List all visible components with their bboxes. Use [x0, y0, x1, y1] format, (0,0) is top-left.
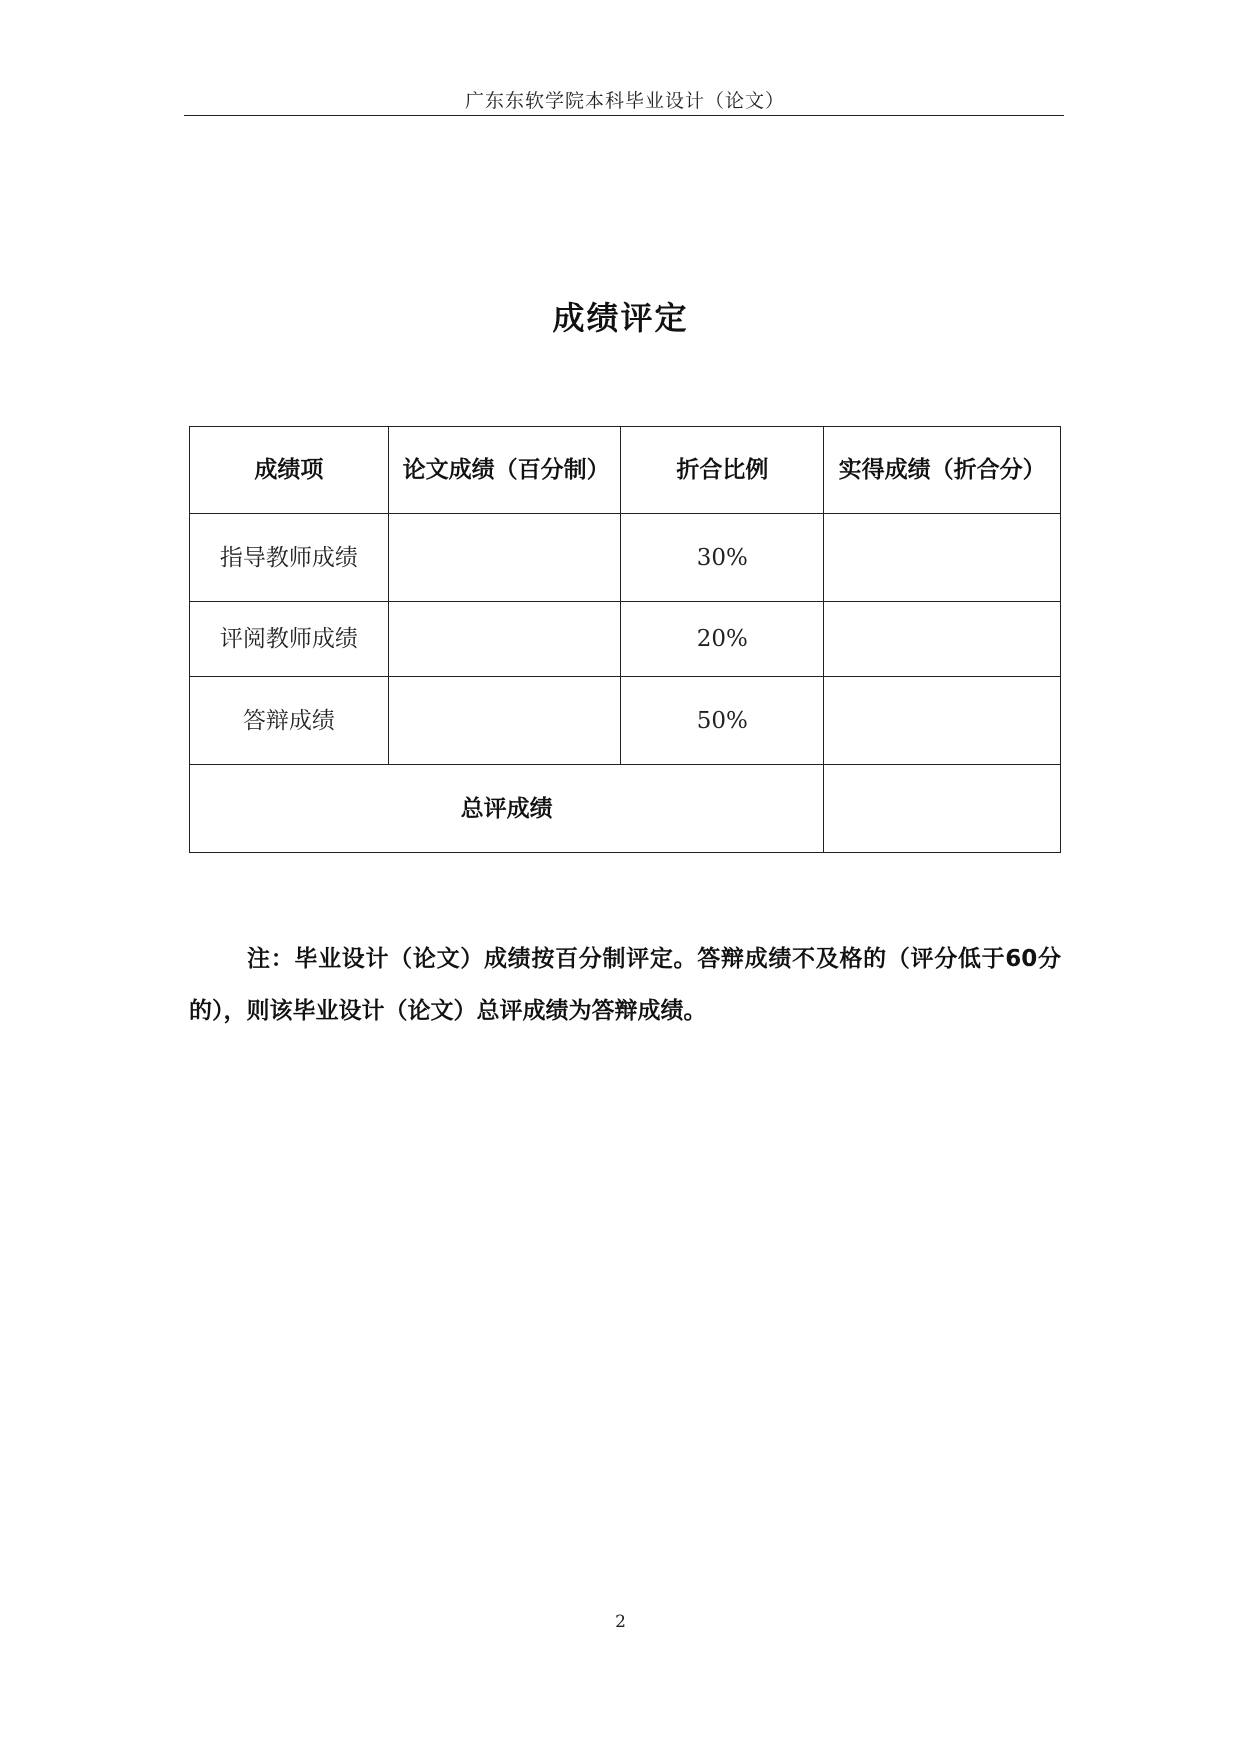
header-ratio: 折合比例	[621, 427, 824, 514]
table-row	[190, 602, 1061, 677]
table-header-row	[190, 427, 1061, 514]
row-score-cell[interactable]	[388, 677, 621, 765]
row-weighted-cell[interactable]	[824, 677, 1061, 765]
grading-note: 注：毕业设计（论文）成绩按百分制评定。答辩成绩不及格的（评分低于60分的），则该毕业设计（论文）总评成绩为答辩成绩。	[189, 946, 1061, 1024]
header-weighted: 实得成绩（折合分）	[824, 427, 1061, 514]
row-weighted-cell[interactable]	[824, 514, 1061, 602]
table-row	[190, 677, 1061, 765]
row-ratio: 30%	[621, 514, 824, 602]
running-header: 广东东软学院本科毕业设计（论文）	[464, 90, 785, 112]
header-item: 成绩项	[190, 427, 389, 514]
total-value-cell[interactable]	[824, 765, 1061, 853]
row-ratio: 20%	[621, 602, 824, 677]
row-ratio: 50%	[621, 677, 824, 765]
row-score-cell[interactable]	[388, 602, 621, 677]
row-item: 评阅教师成绩	[190, 602, 389, 677]
row-score-cell[interactable]	[388, 514, 621, 602]
page-number: 2	[615, 1612, 626, 1632]
total-label: 总评成绩	[190, 765, 824, 853]
grade-table	[189, 426, 1061, 853]
page-title: 成绩评定	[552, 299, 689, 337]
header-score: 论文成绩（百分制）	[388, 427, 621, 514]
header-rule	[184, 115, 1064, 116]
total-row	[190, 765, 1061, 853]
row-item: 答辩成绩	[190, 677, 389, 765]
table-row	[190, 514, 1061, 602]
row-item: 指导教师成绩	[190, 514, 389, 602]
row-weighted-cell[interactable]	[824, 602, 1061, 677]
